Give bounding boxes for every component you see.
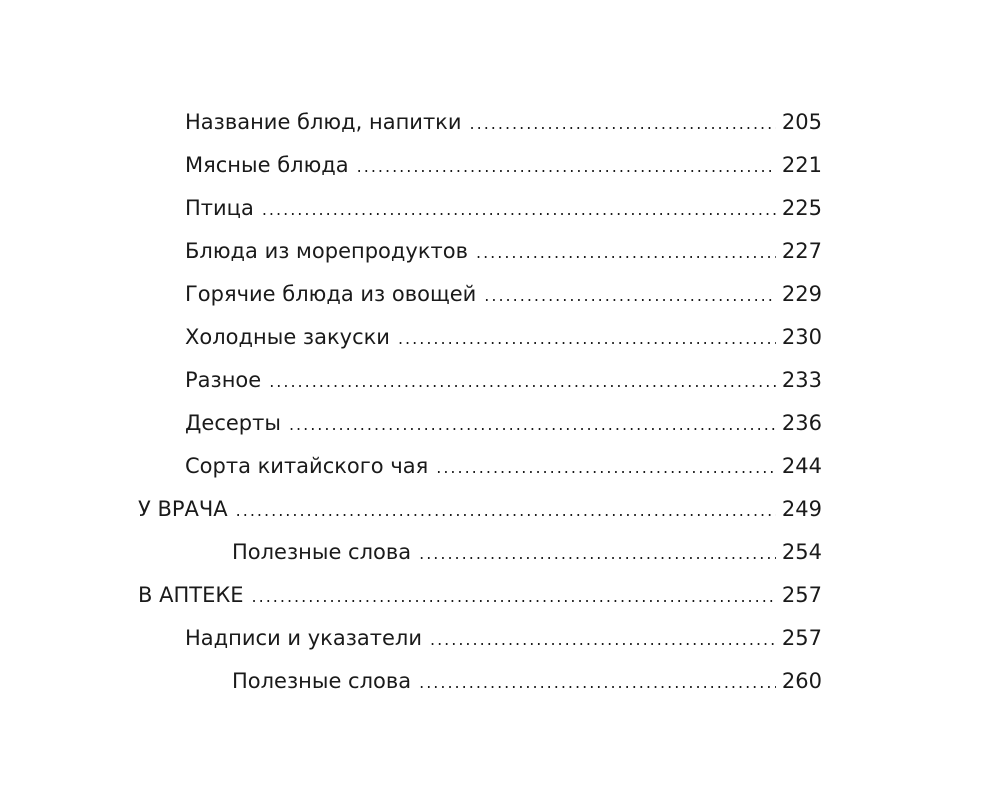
toc-subentry[interactable]	[232, 537, 822, 567]
toc-entry[interactable]	[185, 365, 822, 395]
toc-entry[interactable]	[185, 279, 822, 309]
toc-entry-title: Сорта китайского чая	[185, 454, 429, 478]
toc-entry-title: Разное	[185, 368, 262, 392]
toc-section-entry[interactable]	[138, 580, 822, 610]
toc-dot-leader	[398, 324, 776, 354]
toc-entry-page: 244	[781, 454, 822, 478]
toc-dot-leader	[470, 109, 776, 139]
toc-entry-page: 230	[781, 325, 822, 349]
toc-entry-title: Птица	[185, 196, 254, 220]
toc-dot-leader	[289, 410, 776, 440]
toc-entry-title: Блюда из морепродуктов	[185, 239, 468, 263]
toc-entry-page: 227	[781, 239, 822, 263]
toc-dot-leader	[419, 539, 776, 569]
toc-dot-leader	[476, 238, 776, 268]
toc-entry-page: 257	[781, 583, 822, 607]
toc-entry-page: 257	[781, 626, 822, 650]
toc-entry-page: 225	[781, 196, 822, 220]
toc-dot-leader	[262, 195, 776, 225]
toc-entry-title: Надписи и указатели	[185, 626, 422, 650]
toc-entry[interactable]	[185, 408, 822, 438]
toc-dot-leader	[236, 496, 776, 526]
toc-entry-page: 260	[781, 669, 822, 693]
toc-entry-title: Холодные закуски	[185, 325, 390, 349]
toc-entry[interactable]	[185, 150, 822, 180]
toc-entry-page: 236	[781, 411, 822, 435]
toc-entry-title: Полезные слова	[232, 540, 412, 564]
toc-dot-leader	[436, 453, 776, 483]
toc-entry-title: Мясные блюда	[185, 153, 349, 177]
toc-entry[interactable]	[185, 322, 822, 352]
toc-entry-page: 249	[781, 497, 822, 521]
toc-section-entry[interactable]	[138, 494, 822, 524]
toc-dot-leader	[419, 668, 776, 698]
toc-entry-title: Десерты	[185, 411, 281, 435]
toc-entry-page: 254	[781, 540, 822, 564]
toc-dot-leader	[269, 367, 776, 397]
toc-entry[interactable]	[185, 451, 822, 481]
toc-dot-leader	[484, 281, 776, 311]
toc-entry-page: 229	[781, 282, 822, 306]
toc-entry-page: 205	[781, 110, 822, 134]
toc-subentry[interactable]	[232, 666, 822, 696]
toc-entry-title: Полезные слова	[232, 669, 412, 693]
toc-section-title: В АПТЕКЕ	[138, 583, 244, 607]
toc-dot-leader	[252, 582, 776, 612]
toc-entry[interactable]	[185, 107, 822, 137]
toc-entry-title: Горячие блюда из овощей	[185, 282, 477, 306]
toc-entry-page: 233	[781, 368, 822, 392]
toc-section-title: У ВРАЧА	[138, 497, 228, 521]
toc-entry[interactable]	[185, 236, 822, 266]
toc-entry-page: 221	[781, 153, 822, 177]
toc-dot-leader	[357, 152, 776, 182]
toc-dot-leader	[430, 625, 776, 655]
toc-entry-title: Название блюд, напитки	[185, 110, 462, 134]
toc-entry[interactable]	[185, 623, 822, 653]
toc-entry[interactable]	[185, 193, 822, 223]
